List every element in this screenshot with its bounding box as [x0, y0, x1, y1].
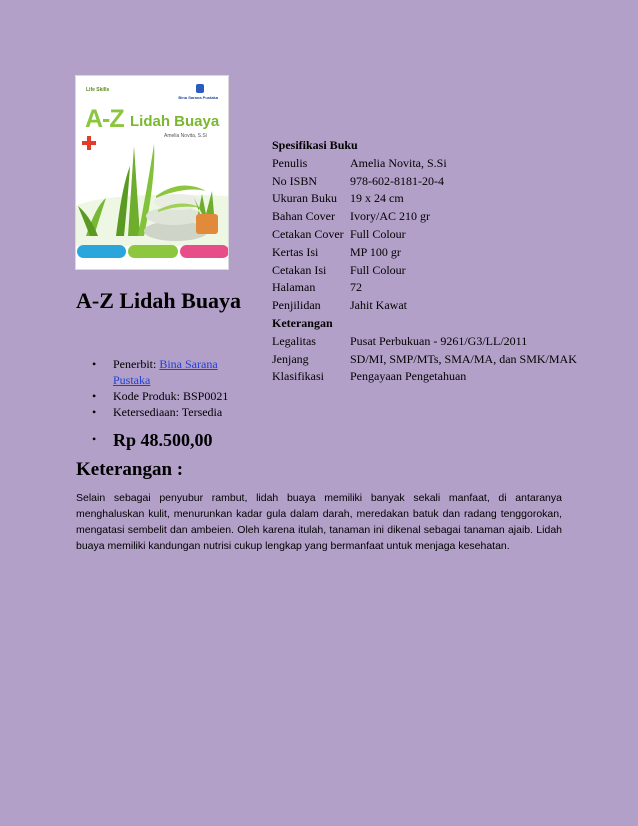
product-title: A-Z Lidah Buaya [76, 288, 242, 313]
spec-key: Cetakan Isi [272, 262, 327, 277]
table-row [272, 333, 577, 351]
cover-az-text: A-Z [85, 105, 124, 133]
spec-value: Ivory/AC 210 gr [350, 209, 430, 224]
availability-status: Ketersediaan: Tersedia [113, 405, 223, 419]
product-code: Kode Produk: BSP0021 [113, 389, 229, 403]
cover-author-text: Amelia Novita, S.Si [164, 133, 207, 139]
spec-value: Amelia Novita, S.Si [350, 155, 447, 170]
publisher-logo-icon [196, 84, 204, 93]
spec-key: Cetakan Cover [272, 226, 344, 241]
spec-value: Full Colour [350, 262, 406, 277]
publisher-label: Penerbit: [113, 357, 157, 371]
table-row [272, 297, 577, 315]
spec-value: Pusat Perbukuan - 9261/G3/LL/2011 [350, 333, 528, 348]
spec-value: MP 100 gr [350, 244, 401, 259]
table-row [272, 244, 577, 262]
cover-series-label: Life Skills [86, 87, 110, 93]
spec-value: Pengayaan Pengetahuan [350, 369, 467, 384]
cover-publisher-label: Bina Sarana Pustaka [178, 95, 218, 100]
product-meta-list [76, 356, 246, 420]
list-item [76, 388, 246, 404]
cover-band-manfaat [77, 245, 126, 258]
cover-band-budidaya [128, 245, 177, 258]
table-row [272, 208, 577, 226]
table-row [272, 226, 577, 244]
spec-key: Legalitas [272, 333, 316, 348]
table-row [272, 173, 577, 191]
product-price: Rp 48.500,00 [113, 430, 213, 450]
table-row [272, 262, 577, 280]
spec-key: Jenjang [272, 351, 309, 366]
table-row [272, 351, 577, 369]
spec-value: 72 [350, 280, 362, 295]
spec-value: Jahit Kawat [350, 298, 407, 313]
list-item [76, 404, 246, 420]
spec-value: 978-602-8181-20-4 [350, 173, 444, 188]
description-heading: Keterangan : [76, 459, 184, 480]
book-cover-image [75, 75, 229, 270]
cover-band-pengolahan [180, 245, 229, 258]
aloe-plant-illustration [76, 136, 229, 246]
table-row [272, 368, 577, 386]
spec-section-heading: Keterangan [272, 315, 333, 330]
spec-key: Klasifikasi [272, 369, 324, 384]
spec-table [272, 137, 577, 386]
spec-section-row [272, 137, 577, 155]
spec-key: Penjilidan [272, 298, 321, 313]
spec-key: Penulis [272, 155, 308, 170]
table-row [272, 279, 577, 297]
table-row [272, 155, 577, 173]
spec-section-heading: Spesifikasi Buku [272, 138, 358, 152]
spec-value: 19 x 24 cm [350, 191, 404, 206]
bullet-icon: • [92, 432, 97, 446]
cover-topic-band [76, 245, 229, 258]
spec-key: Bahan Cover [272, 209, 335, 224]
spec-key: Kertas Isi [272, 244, 319, 259]
spec-value: SD/MI, SMP/MTs, SMA/MA, dan SMK/MAK [350, 351, 577, 366]
publisher-link[interactable]: Bina Sarana Pustaka [113, 357, 218, 387]
spec-section-row [272, 315, 577, 333]
table-row [272, 190, 577, 208]
cover-title-text: Lidah Buaya [130, 113, 220, 130]
spec-key: No ISBN [272, 173, 318, 188]
description-text: Selain sebagai penyubur rambut, lidah buaya memiliki banyak sekali manfaat, di antaranya menghaluskan kulit, menurunkan kadar gula dalam darah, meredakan batuk dan radang tenggorokan, mengatasi sembelit dan ambeien. Oleh karena itulah, tanaman ini dikenal sebagai tanaman ajaib. Lidah buaya memiliki kandungan nutrisi cukup lengkap yang bermanfaat untuk menjaga kesehatan. [76, 492, 562, 552]
spec-key: Halaman [272, 280, 316, 295]
list-item [76, 356, 246, 388]
spec-key: Ukuran Buku [272, 191, 337, 206]
spec-value: Full Colour [350, 226, 406, 241]
plus-icon [82, 136, 96, 150]
